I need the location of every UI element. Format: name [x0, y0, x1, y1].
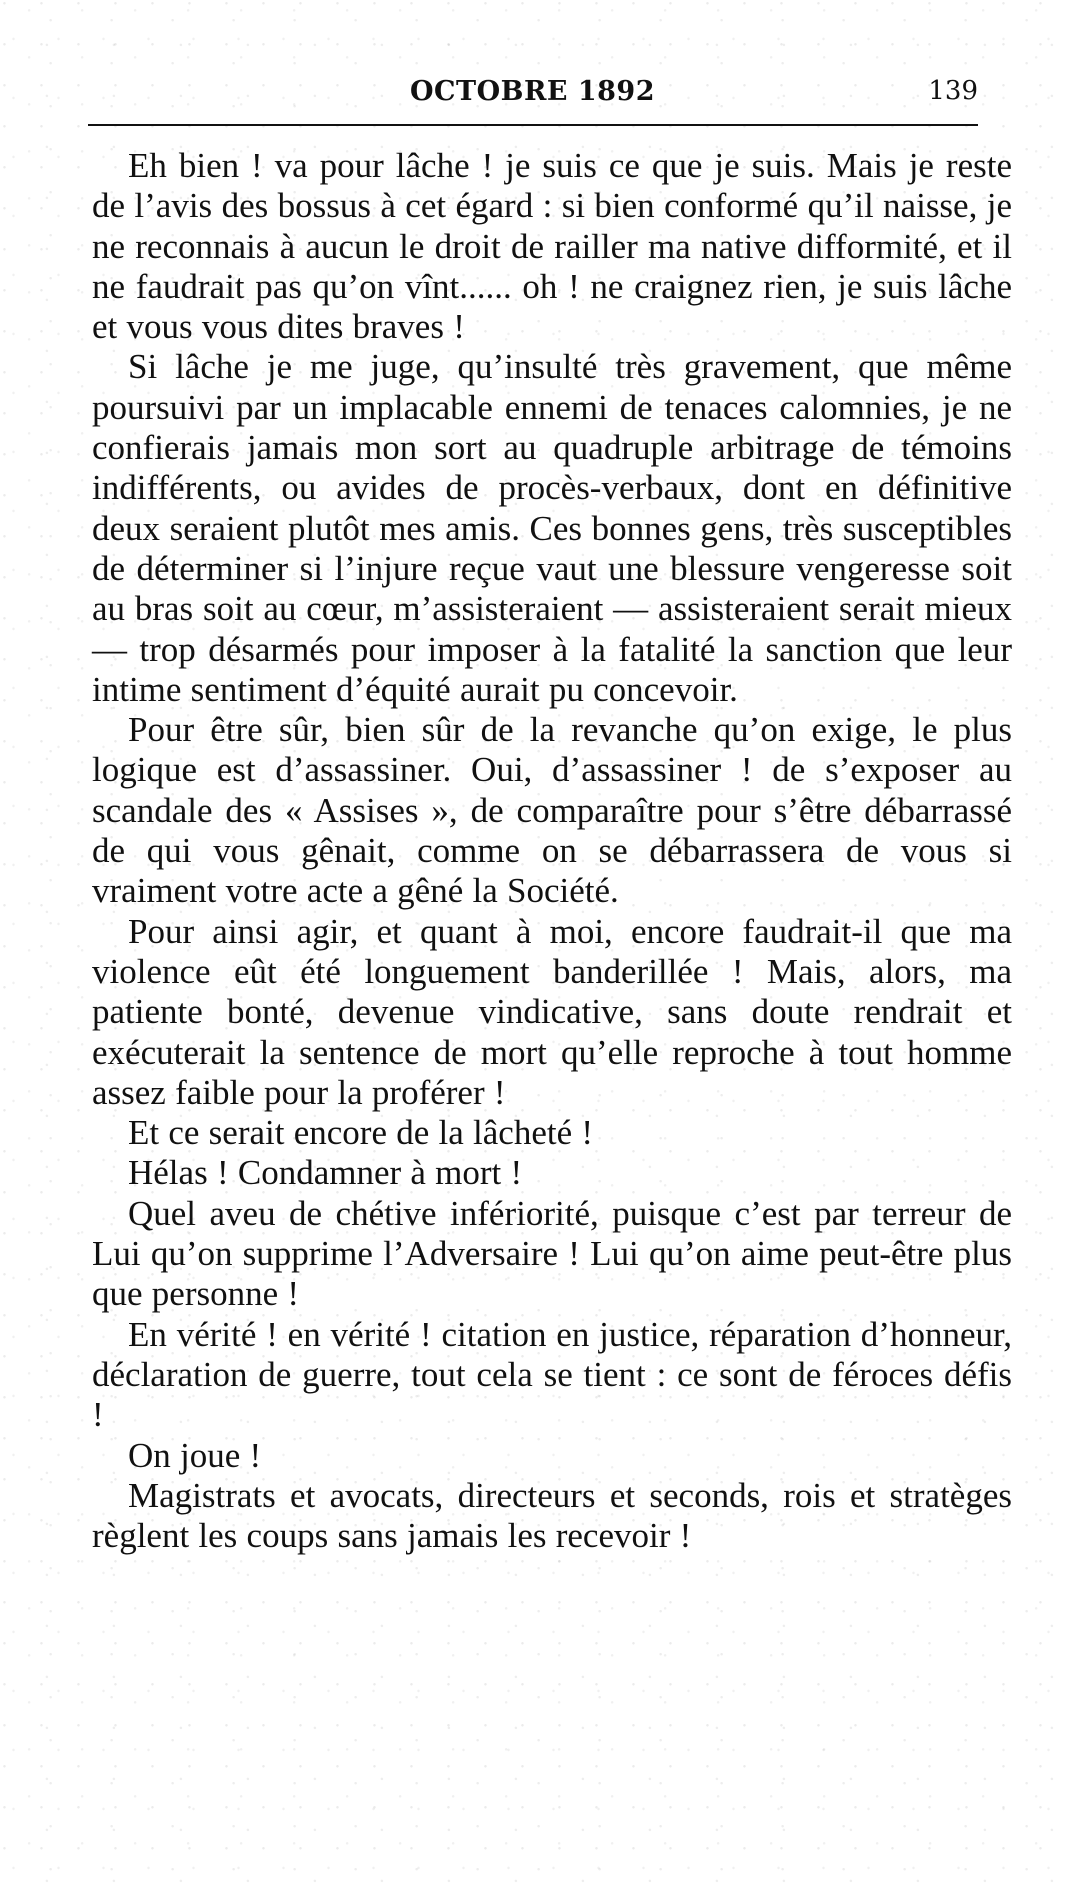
paragraph: Pour être sûr, bien sûr de la revanche qu’on exige, le plus logique est d’assassiner. Oui, d’assassiner ! de s’exposer au scandale des « Assises », de comparaître pour s’être débarrassé de qui vous gênait, comme on se débarrassera de vous si vraiment votre acte a gêné la Société.: [92, 710, 1012, 911]
paragraph: En vérité ! en vérité ! citation en justice, réparation d’honneur, déclaration de guerre, tout cela se tient : ce sont de féroces défis !: [92, 1314, 1012, 1435]
page-number: 139: [928, 76, 978, 106]
paragraph: Quel aveu de chétive infériorité, puisque c’est par terreur de Lui qu’on supprime l’Adversaire ! Lui qu’on aime peut-être plus que personne !: [92, 1193, 1012, 1314]
body-text: [92, 146, 1012, 1556]
paragraph: Si lâche je me juge, qu’insulté très gravement, que même poursuivi par un implacable ennemi de tenaces calomnies, je ne confierais jamais mon sort au quadruple arbitrage de témoins indifférents, ou avides de procès-verbaux, dont en définitive deux seraient plutôt mes amis. Ces bonnes gens, très susceptibles de déterminer si l’injure reçue vaut une blessure vengeresse soit au bras soit au cœur, m’assisteraient — assisteraient serait mieux — trop désarmés pour imposer à la fatalité la sanction que leur intime sentiment d’équité aurait pu concevoir.: [92, 347, 1012, 709]
paragraph: On joue !: [128, 1435, 262, 1475]
paragraph: Eh bien ! va pour lâche ! je suis ce que je suis. Mais je reste de l’avis des bossus à cet égard : si bien conformé qu’il naisse, je ne reconnais à aucun le droit de railler ma native difformité, et il ne faudrait pas qu’on vînt...... oh ! ne craignez rien, je suis lâche et vous vous dites braves !: [92, 146, 1012, 347]
paragraph: Pour ainsi agir, et quant à moi, encore faudrait-il que ma violence eût été longuement banderillée ! Mais, alors, ma patiente bonté, devenue vindicative, sans doute rendrait et exécuterait la sentence de mort qu’elle reproche à tout homme assez faible pour la proférer !: [92, 911, 1012, 1112]
paragraph: Hélas ! Condamner à mort !: [128, 1153, 523, 1193]
paragraph: Et ce serait encore de la lâcheté !: [128, 1113, 594, 1153]
running-header: [88, 76, 978, 124]
header-rule: [88, 124, 978, 126]
paragraph: Magistrats et avocats, directeurs et seconds, rois et stratèges règlent les coups sans jamais les recevoir !: [92, 1475, 1012, 1556]
header-title: OCTOBRE 1892: [410, 76, 656, 107]
